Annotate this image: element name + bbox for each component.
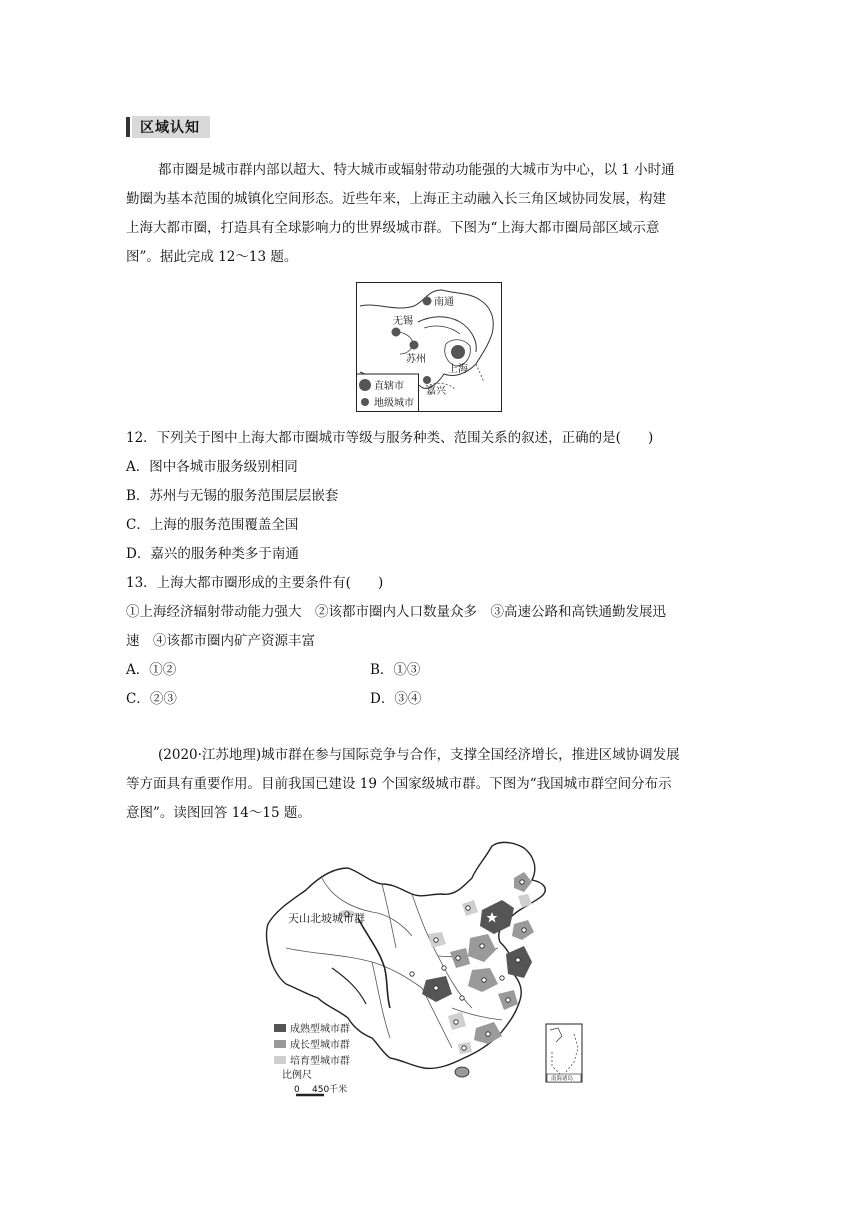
intro-line-4: 图”。据此完成 12～13 题。: [126, 249, 298, 265]
legend-cultivating-swatch: [274, 1056, 286, 1064]
scale-title: 比例尺: [282, 1070, 312, 1081]
intro2-line-3: 意图”。读图回答 14～15 题。: [126, 805, 311, 821]
legend-prefecture-label: 地级城市: [374, 398, 414, 409]
intro2-line-2: 等方面具有重要作用。目前我国已建设 19 个国家级城市群。下图为“我国城市群空间分布示: [126, 776, 672, 792]
legend-municipality-dot: [359, 379, 371, 391]
legend-growing-swatch: [274, 1040, 286, 1048]
q12-option-d: D．嘉兴的服务种类多于南通: [126, 546, 299, 562]
hainan-island: [455, 1067, 469, 1077]
city-dot-jiaxing: [423, 376, 431, 384]
china-urban-agglomeration-map: [262, 838, 596, 1100]
intro2-line-1: (2020·江苏地理)城市群在参与国际竞争与合作，支撑全国经济增长，推进区域协调发展: [158, 747, 680, 763]
legend-mature-label: 成熟型城市群: [290, 1024, 350, 1035]
section-header: [126, 116, 210, 138]
q12-option-a: A．图中各城市服务级别相同: [126, 459, 298, 475]
q13-choices-line-1: ①上海经济辐射带动能力强大 ②该都市圈内人口数量众多 ③高速公路和高铁通勤发展迅: [126, 604, 666, 620]
legend-mature-swatch: [274, 1024, 286, 1032]
intro-line-3: 上海大都市圈，打造具有全球影响力的世界级城市群。下图为“上海大都市圈局部区域示意: [126, 220, 660, 236]
q13-stem: 13．上海大都市圈形成的主要条件有( ): [126, 575, 384, 591]
city-label-wuxi: 无锡: [393, 316, 413, 327]
intro-line-1: 都市圈是城市群内部以超大、特大城市或辐射带动功能强的大城市为中心，以 1 小时通: [158, 162, 675, 178]
legend-prefecture-dot: [361, 398, 369, 406]
shanghai-metro-map: [356, 282, 502, 412]
q13-choices-line-2: 速 ④该都市圈内矿产资源丰富: [126, 633, 315, 649]
city-dot-suzhou: [410, 341, 419, 350]
inset-label: 南海诸岛: [551, 1076, 574, 1082]
q13-option-d: D．③④: [370, 691, 422, 707]
q13-option-a: A．①②: [126, 662, 177, 678]
legend-municipality-label: 直辖市: [374, 381, 404, 392]
legend-growing-label: 成长型城市群: [290, 1040, 350, 1051]
city-label-suzhou: 苏州: [406, 354, 426, 365]
tianshan-label: 天山北坡城市群: [288, 912, 365, 925]
city-label-shanghai: 上海: [448, 364, 468, 375]
south-china-sea-inset: [546, 1024, 582, 1082]
section-label: 区域认知: [132, 116, 210, 138]
q12-stem: 12．下列关于图中上海大都市圈城市等级与服务种类、范围关系的叙述，正确的是( ): [126, 430, 654, 446]
section-bar: [126, 117, 130, 137]
scale-zero: 0: [294, 1085, 300, 1095]
q12-option-c: C．上海的服务范围覆盖全国: [126, 517, 299, 533]
q13-option-b: B．①③: [370, 662, 421, 678]
city-dot-nantong: [423, 297, 432, 306]
q13-option-c: C．②③: [126, 691, 177, 707]
city-label-jiaxing: 嘉兴: [426, 386, 446, 397]
legend-cultivating-label: 培育型城市群: [290, 1056, 350, 1067]
intro-line-2: 勤圈为基本范围的城镇化空间形态。近些年来，上海正主动融入长三角区域协同发展，构建: [126, 191, 666, 207]
city-dot-wuxi: [392, 328, 401, 337]
scale-value: 450千米: [312, 1085, 348, 1095]
q12-option-b: B．苏州与无锡的服务范围层层嵌套: [126, 488, 339, 504]
city-label-nantong: 南通: [434, 297, 454, 308]
city-dot-shanghai: [451, 345, 465, 359]
